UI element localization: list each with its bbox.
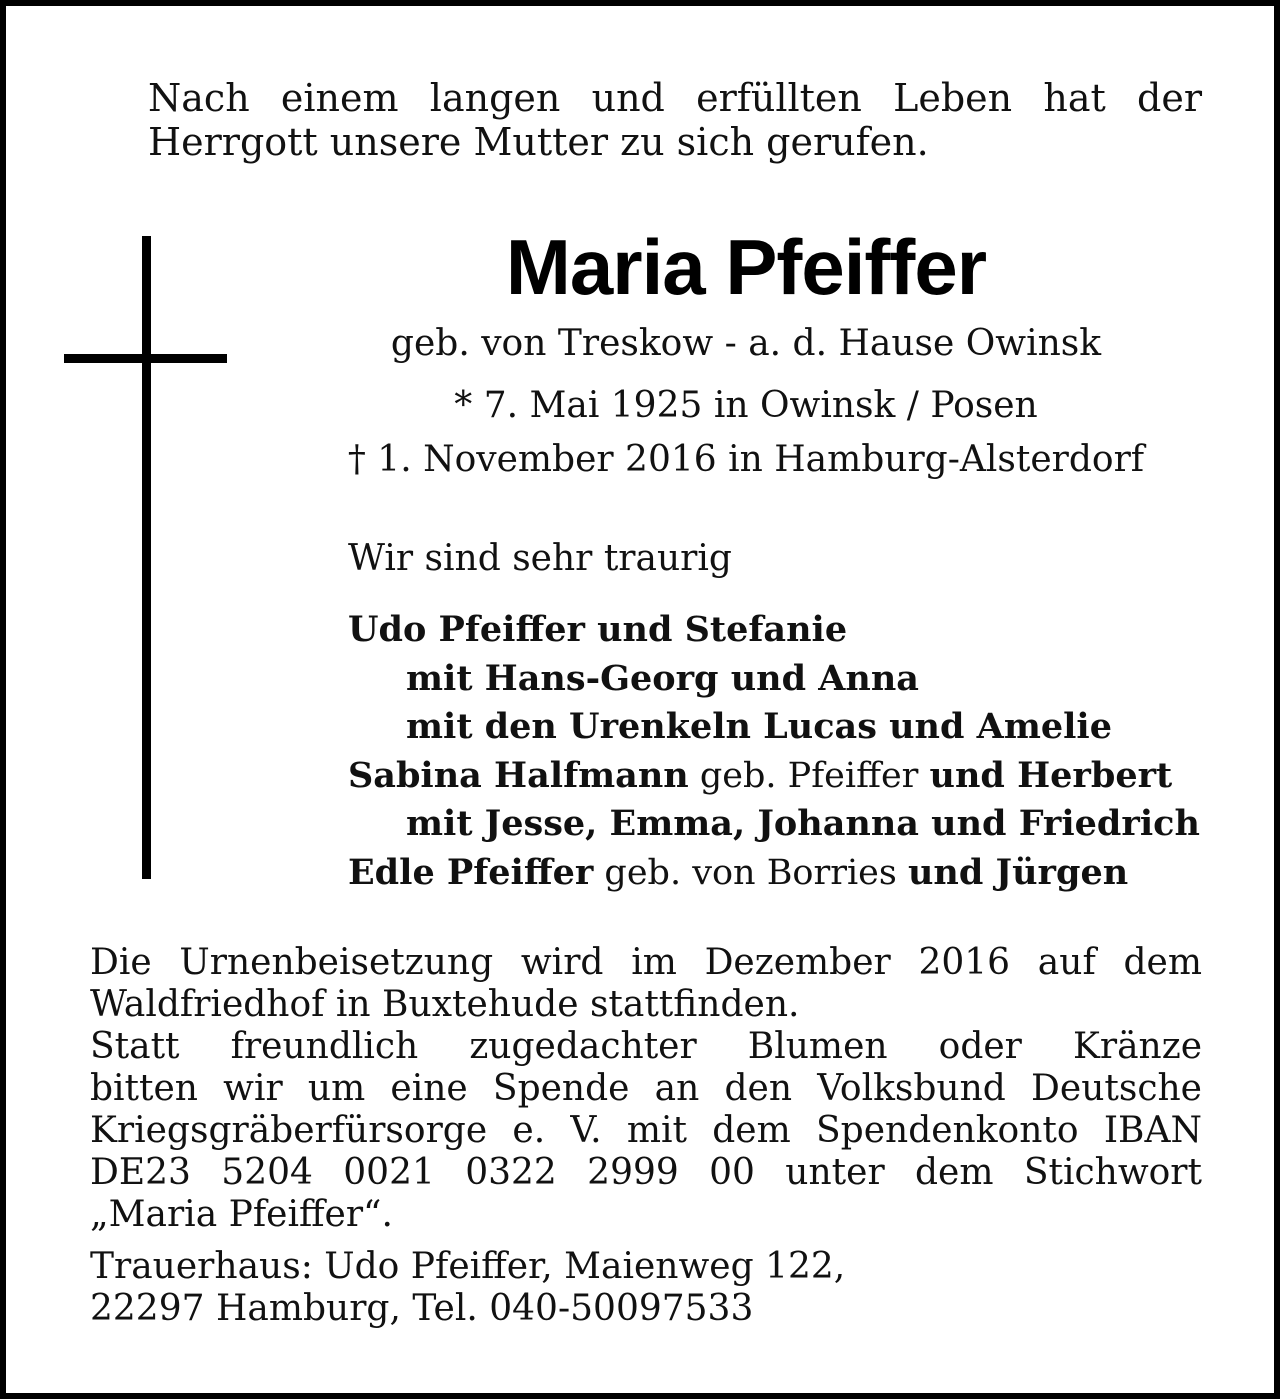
mourner-line: Edle Pfeiffer geb. von Borries und Jürgen: [348, 851, 1129, 893]
mourning-house-address: [90, 1246, 845, 1330]
burial-line: DE23 5204 0021 0322 2999 00 unter dem Stichwort: [90, 1152, 1202, 1193]
mourners-intro: Wir sind sehr traurig: [348, 538, 732, 579]
deceased-died: † 1. November 2016 in Hamburg-Alsterdorf: [347, 439, 1145, 480]
cross-icon-bar: [64, 354, 227, 363]
mourner-line: Udo Pfeiffer und Stefanie: [348, 609, 848, 650]
burial-line: Waldfriedhof in Buxtehude stattfinden.: [90, 984, 800, 1025]
mourners-list: [348, 606, 1208, 897]
address-line-2: 22297 Hamburg, Tel. 040-50097533: [90, 1288, 754, 1329]
burial-line: „Maria Pfeiffer“.: [90, 1194, 393, 1235]
address-line-1: Trauerhaus: Udo Pfeiffer, Maienweg 122,: [90, 1246, 846, 1287]
intro-line-1: Nach einem langen und erfüllten Leben hat der: [148, 76, 1202, 120]
burial-line: Statt freundlich zugedachter Blumen oder Kränze: [90, 1026, 1202, 1067]
mourner-line: mit den Urenkeln Lucas und Amelie: [406, 706, 1112, 747]
burial-line: Die Urnenbeisetzung wird im Dezember 2016 auf dem: [90, 942, 1202, 983]
mourner-line: mit Hans-Georg und Anna: [406, 657, 919, 699]
burial-line: Kriegsgräberfürsorge e. V. mit dem Spendenkonto IBAN: [90, 1110, 1202, 1151]
cross-icon: [142, 236, 151, 879]
burial-text: [90, 942, 1202, 1236]
deceased-origin: geb. von Treskow - a. d. Hause Owinsk: [390, 323, 1102, 364]
mourner-line: Sabina Halfmann geb. Pfeiffer und Herbert: [348, 754, 1173, 796]
burial-line: bitten wir um eine Spende an den Volksbund Deutsche: [90, 1068, 1202, 1109]
intro-text: [148, 76, 1202, 164]
mourner-line: mit Jesse, Emma, Johanna und Friedrich: [406, 803, 1200, 844]
intro-line-2: Herrgott unsere Mutter zu sich gerufen.: [148, 120, 929, 164]
deceased-name: Maria Pfeiffer: [505, 223, 987, 311]
deceased-born: * 7. Mai 1925 in Owinsk / Posen: [454, 385, 1038, 426]
